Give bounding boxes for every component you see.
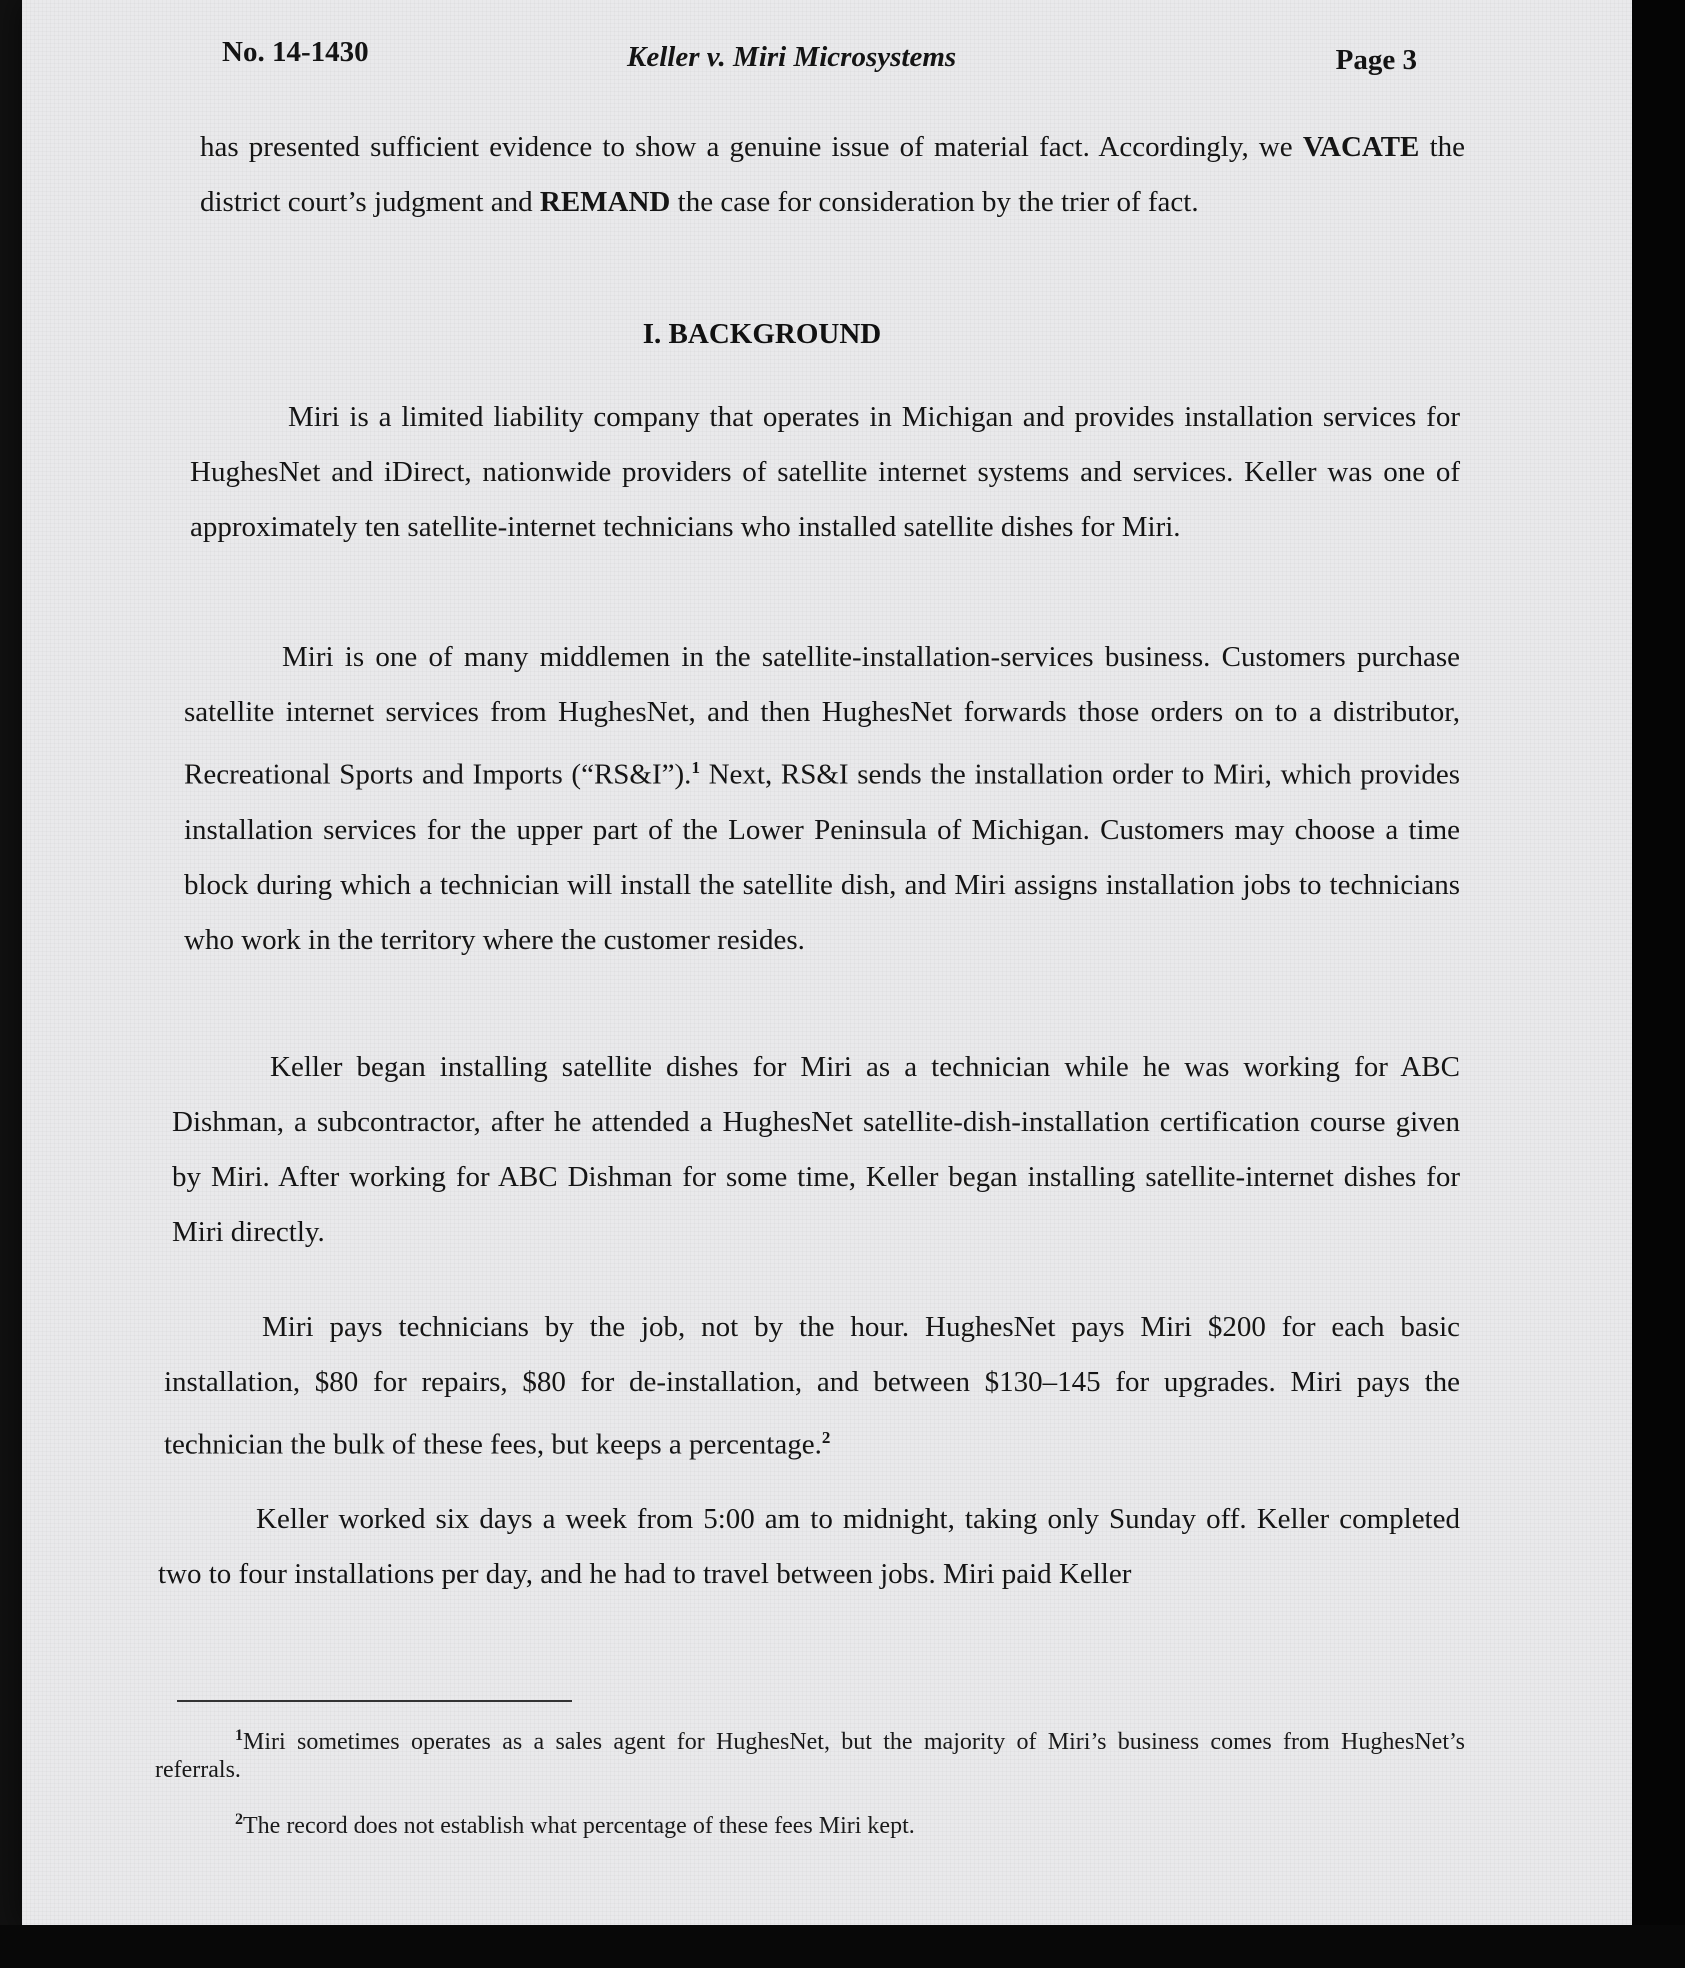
footnote-divider xyxy=(177,1700,572,1702)
document-page xyxy=(22,0,1632,1925)
remand-emphasis: REMAND xyxy=(539,186,671,218)
paragraph-intro xyxy=(200,120,1465,230)
monitor-bezel-right xyxy=(1632,0,1685,1968)
paragraph-text: Miri pays technicians by the job, not by the hour. HughesNet pays Miri $200 for each basic installation, $80 for repairs, $80 for de-installation, and between $130–145 for upgrades. Miri pays the technician the bulk of these fees, but keeps a percentage. xyxy=(164,1311,1460,1461)
case-title: Keller v. Miri Microsystems xyxy=(627,41,957,73)
vacate-emphasis: VACATE xyxy=(1302,131,1420,163)
paragraph-company: Miri is a limited liability company that operates in Michigan and provides installation services for HughesNet and iDirect, nationwide providers of satellite internet systems and services. Keller was one of approximately ten satellite-internet technicians who installed satellite dishes for Miri. xyxy=(190,401,1460,543)
paragraph-pay xyxy=(164,1300,1460,1473)
footnote-number: 2 xyxy=(235,1811,243,1828)
paragraph-text: the case for consideration by the trier of fact. xyxy=(677,186,1199,218)
paragraph-keller-began: Keller began installing satellite dishes for Miri as a technician while he was working for ABC Dishman, a subcontractor, after he attended a HughesNet satellite-dish-installation certification course given by Miri. After working for ABC Dishman for some time, Keller began installing satellite-internet dishes for Miri directly. xyxy=(172,1051,1460,1248)
footnote-ref-2[interactable]: 2 xyxy=(821,1428,831,1447)
page-number: Page 3 xyxy=(1335,44,1417,76)
footnote-number: 1 xyxy=(235,1727,243,1744)
footnote-text: Miri sometimes operates as a sales agent for HughesNet, but the majority of Miri’s business comes from HughesNet’s referrals. xyxy=(155,1729,1465,1783)
footnote-1 xyxy=(155,1722,1465,1784)
footnote-text: The record does not establish what percentage of these fees Miri kept. xyxy=(243,1813,915,1839)
paragraph-text: Miri is one of many middlemen in the satellite-installation-services business. Customers purchase satellite internet services from HughesNet, and then HughesNet forwards those orders on to a distributor, Recreational Sports and Imports (“RS&I”). xyxy=(184,641,1460,791)
paragraph-text: Next, RS&I sends the installation order to Miri, which provides installation services for the upper part of the Lower Peninsula of Michigan. Customers may choose a time block during which a technician will install the satellite dish, and Miri assigns installation jobs to technicians who work in the territory where the customer resides. xyxy=(184,758,1460,956)
page-header xyxy=(197,36,1417,86)
section-heading: I. BACKGROUND xyxy=(642,318,882,350)
paragraph-middlemen xyxy=(184,630,1460,968)
paragraph-schedule: Keller worked six days a week from 5:00 am to midnight, taking only Sunday off. Keller completed two to four installations per day, and he had to travel between jobs. Miri paid Keller xyxy=(158,1503,1460,1590)
paragraph-text: has presented sufficient evidence to show a genuine issue of material fact. Accordingly, we xyxy=(200,131,1293,163)
case-number: No. 14-1430 xyxy=(222,36,369,68)
paragraph-text: the district court’s judgment and xyxy=(200,131,1465,218)
footnote-ref-1[interactable]: 1 xyxy=(691,758,700,777)
monitor-bezel-bottom xyxy=(0,1925,1685,1968)
footnote-2 xyxy=(155,1806,1465,1840)
